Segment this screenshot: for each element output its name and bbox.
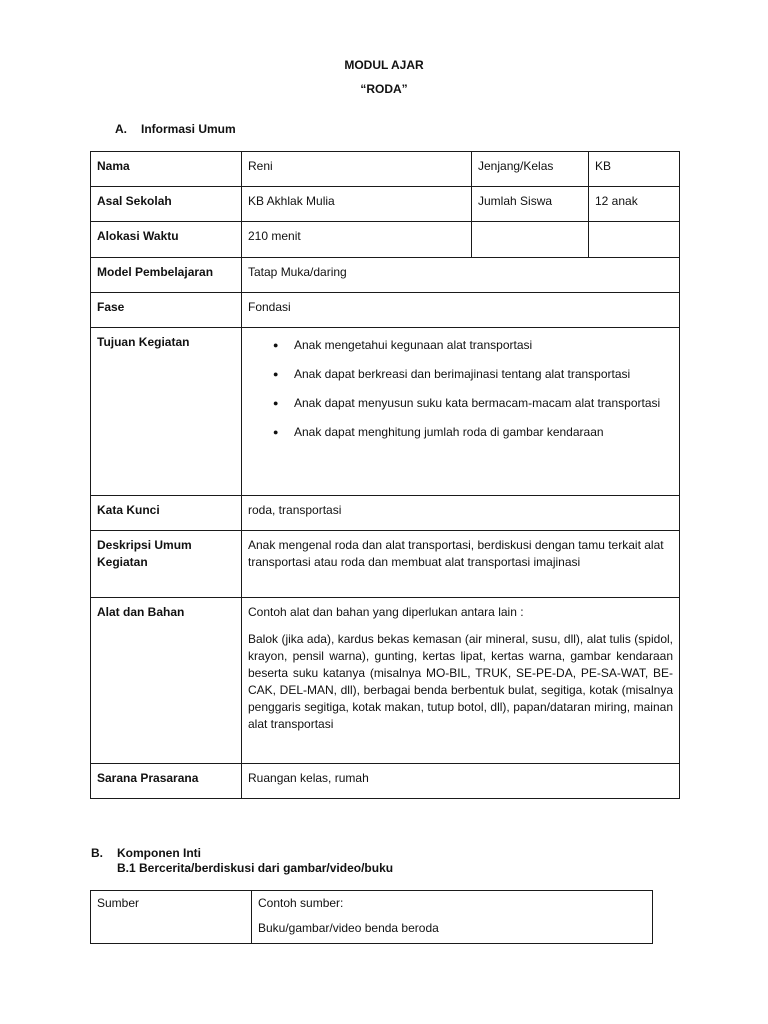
value-kata-kunci: roda, transportasi [242, 496, 680, 531]
label-alokasi-waktu: Alokasi Waktu [91, 222, 242, 258]
value-sarana-prasarana: Ruangan kelas, rumah [242, 764, 680, 799]
value-deskripsi-umum: Anak mengenal roda dan alat transportasi, berdiskusi dengan tamu terkait alat transportasi atau roda dan membuat alat transportasi imajinasi [242, 531, 680, 598]
table-row [91, 598, 680, 764]
label-model-pembelajaran: Model Pembelajaran [91, 258, 242, 293]
label-sarana-prasarana: Sarana Prasarana [91, 764, 242, 799]
document-title: MODUL AJAR [344, 58, 424, 72]
value-nama: Reni [242, 152, 472, 187]
source-table [90, 890, 653, 944]
label-jumlah-siswa: Jumlah Siswa [472, 187, 589, 222]
table-row [91, 258, 680, 293]
empty-cell [589, 222, 680, 258]
sumber-line-1: Contoh sumber: [258, 896, 344, 910]
section-a-heading [115, 122, 236, 136]
table-row [91, 293, 680, 328]
value-model-pembelajaran: Tatap Muka/daring [242, 258, 680, 293]
label-nama: Nama [91, 152, 242, 187]
value-sumber [252, 891, 653, 944]
section-b-title: Komponen Inti [117, 846, 201, 860]
label-kata-kunci: Kata Kunci [91, 496, 242, 531]
section-a-title: Informasi Umum [141, 122, 236, 136]
value-alokasi-waktu: 210 menit [242, 222, 472, 258]
label-fase: Fase [91, 293, 242, 328]
value-tujuan-kegiatan [242, 328, 680, 496]
table-row [91, 531, 680, 598]
value-jenjang: KB [589, 152, 680, 187]
general-info-table [90, 151, 680, 799]
list-item: ● Anak dapat menyusun suku kata bermacam-macam alat transportasi [248, 395, 672, 412]
value-asal-sekolah: KB Akhlak Mulia [242, 187, 472, 222]
alat-bahan-detail: Balok (jika ada), kardus bekas kemasan (air mineral, susu, dll), alat tulis (spidol, krayon, pensil warna), gunting, kertas lipat, kertas warna, gambar kendaraan beserta suku katanya (misalnya MO-BIL, TRUK, SE-PE-DA, PE-SA-WAT, BE-CAK, DEL-MAN, dll), berbagai benda berbentuk bulat, segitiga, kotak (misalnya penggaris segitiga, kotak makan, tutup botol, dll), papan/dataran miring, mainan alat transportasi [248, 632, 673, 731]
label-tujuan-kegiatan: Tujuan Kegiatan [91, 328, 242, 496]
list-item: ● Anak mengetahui kegunaan alat transportasi [248, 337, 672, 354]
list-item: ● Anak dapat berkreasi dan berimajinasi tentang alat transportasi [248, 366, 672, 383]
list-item: ● Anak dapat menghitung jumlah roda di gambar kendaraan [248, 424, 672, 441]
objectives-list [248, 337, 672, 441]
section-a-number: A. [115, 122, 127, 136]
table-row [91, 891, 653, 944]
table-row [91, 152, 680, 187]
label-sumber: Sumber [91, 891, 252, 944]
section-b-heading [91, 846, 201, 860]
section-b1-heading: B.1 Bercerita/berdiskusi dari gambar/video/buku [117, 861, 394, 875]
section-b-number: B. [91, 846, 103, 860]
label-jenjang: Jenjang/Kelas [472, 152, 589, 187]
table-row [91, 187, 680, 222]
value-jumlah-siswa: 12 anak [589, 187, 680, 222]
table-row [91, 764, 680, 799]
value-alat-bahan [242, 598, 680, 764]
module-theme: “RODA” [360, 82, 408, 96]
table-row [91, 328, 680, 496]
empty-cell [472, 222, 589, 258]
label-alat-bahan: Alat dan Bahan [91, 598, 242, 764]
label-asal-sekolah: Asal Sekolah [91, 187, 242, 222]
table-row [91, 222, 680, 258]
table-row [91, 496, 680, 531]
label-deskripsi-umum: Deskripsi Umum Kegiatan [91, 531, 242, 598]
alat-bahan-intro: Contoh alat dan bahan yang diperlukan antara lain : [248, 605, 524, 619]
value-fase: Fondasi [242, 293, 680, 328]
sumber-line-2: Buku/gambar/video benda beroda [258, 921, 439, 935]
